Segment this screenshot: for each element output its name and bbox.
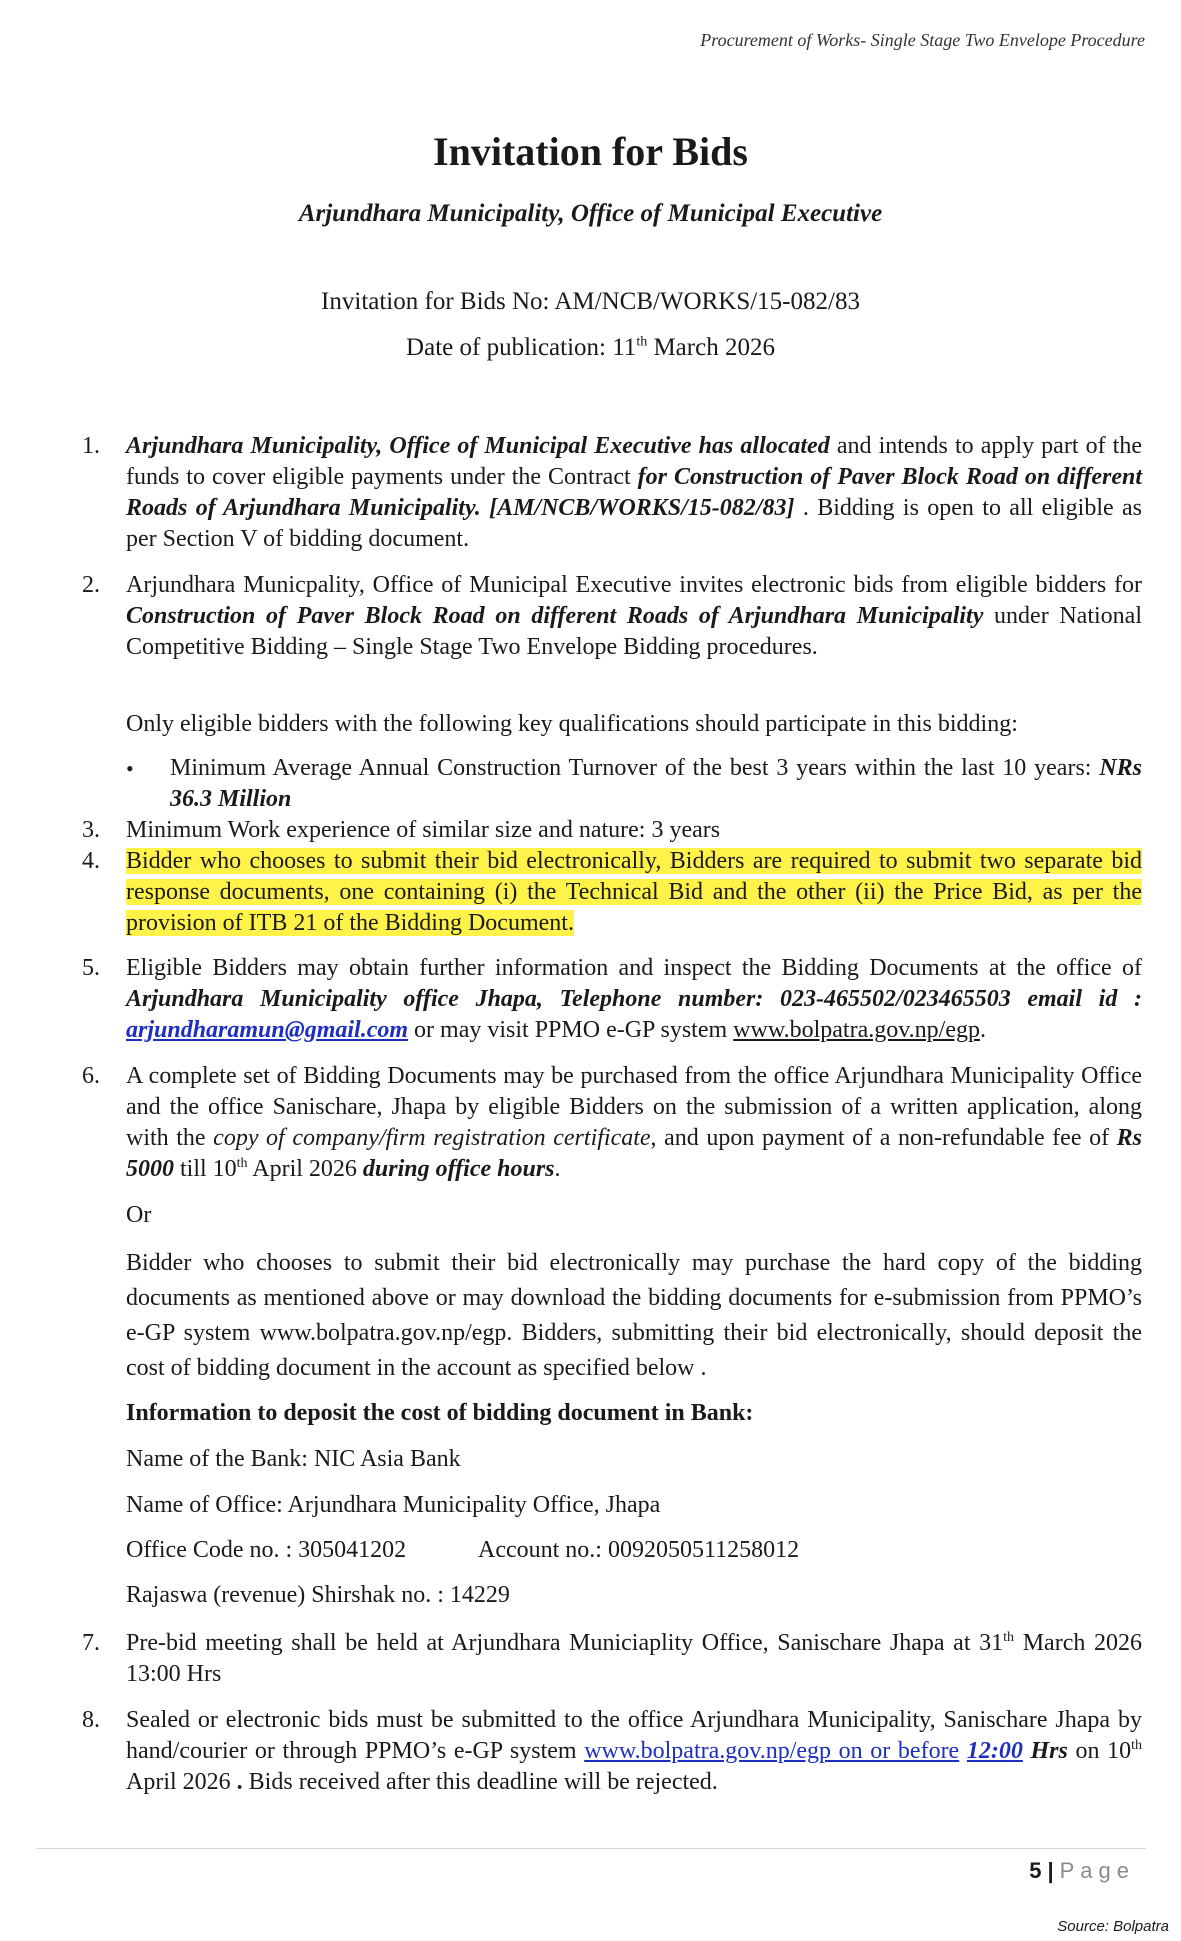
item-text: Pre-bid meeting shall be held at Arjundhara Municiaplity Office, Sanischare Jhapa at 31th March 2026 13:00 Hrs [126,1630,1143,1687]
qualification-intro: Only eligible bidders with the following key qualifications should participate in this bidding: [126,711,1018,737]
or-label: Or [126,1202,152,1228]
email-link[interactable]: arjundharamun@gmail.com [126,1017,409,1043]
qualification-bullet: Minimum Average Annual Construction Turnover of the best 3 years within the last 10 years: NRs 36.3 Million [170,755,1142,812]
page-subtitle: Arjundhara Municipality, Office of Municipal Executive [298,200,883,227]
bank-info-heading: Information to deposit the cost of bidding document in Bank: [126,1400,754,1426]
item-text-highlighted: Bidder who chooses to submit their bid electronically, Bidders are required to submit two separate bid response documents, one containing (i) the Technical Bid and the other (ii) the Price Bid, as per the provision of ITB 21 of the Bidding Document. [126,848,1142,936]
item-text: A complete set of Bidding Documents may be purchased from the office Arjundhara Municipality Office and the office Sanischare, Jhapa by eligible Bidders on the submission of a written application, along with the copy of company/firm registration certificate, and upon payment of a non-refundable fee of Rs 5000 till 10th April 2026 during office hours. [126,1063,1143,1182]
bolpatra-link[interactable]: www.bolpatra.gov.np/egp on or before [584,1738,960,1764]
item-number: 7. [82,1630,100,1656]
bullet-icon: • [126,756,134,781]
item-text: Sealed or electronic bids must be submitted to the office Arjundhara Municipality, Sanischare Jhapa by hand/courier or through PPMO’s e-GP system www.bolpatra.gov.np/egp on or before 12:00 Hrs on 10th April 2026 . Bids received after this deadline will be rejected. [126,1707,1142,1795]
rajaswa-number: Rajaswa (revenue) Shirshak no. : 14229 [126,1582,510,1608]
item-number: 8. [82,1707,100,1733]
header-note: Procurement of Works- Single Stage Two Envelope Procedure [700,30,1145,50]
item-number: 3. [82,817,100,843]
electronic-submission-paragraph: Bidder who chooses to submit their bid electronically may purchase the hard copy of the bidding documents as mentioned above or may download the bidding documents for e-submission from PPMO’s e-GP system www.bolpatra.gov.np/egp. Bidders, submitting their bid electronically, should deposit the cost of bidding document in the account as specified below . [126,1250,1142,1381]
item-text: Eligible Bidders may obtain further information and inspect the Bidding Documents at the office of Arjundhara Municipality office Jhapa, Telephone number: 023-465502/023465503 email id : arjundharamun@gmail.com or may visit PPMO e-GP system www.bolpatra.gov.np/egp. [126,955,1142,1043]
page-title: Invitation for Bids [433,129,748,174]
publication-date: Date of publication: 11th March 2026 [406,334,775,361]
item-number: 4. [82,848,100,874]
office-name: Name of Office: Arjundhara Municipality Office, Jhapa [126,1492,661,1518]
item-number: 1. [82,433,100,459]
item-number: 5. [82,955,100,981]
page-number: 5 | Page [1029,1858,1135,1883]
item-text: Minimum Work experience of similar size and nature: 3 years [126,817,721,843]
bank-name: Name of the Bank: NIC Asia Bank [126,1446,461,1472]
item-text: Arjundhara Municpality, Office of Municipal Executive invites electronic bids from eligible bidders for Construction of Paver Block Road on different Roads of Arjundhara Municipality under National Competitive Bidding – Single Stage Two Envelope Bidding procedures. [126,572,1142,660]
item-text: Arjundhara Municipality, Office of Municipal Executive has allocated and intends to apply part of the funds to cover eligible payments under the Contract for Construction of Paver Block Road on different Roads of Arjundhara Municipality. [AM/NCB/WORKS/15-082/83] . Bidding is open to all eligible as per Section V of bidding document. [126,433,1143,552]
deadline-time-link[interactable]: 12:00 [966,1738,1023,1764]
egp-link[interactable]: www.bolpatra.gov.np/egp [733,1017,981,1043]
account-number: Account no.: 0092050511258012 [478,1537,800,1563]
source-note: Source: Bolpatra [1057,1918,1169,1935]
footer-divider [36,1848,1146,1849]
item-number: 6. [82,1063,100,1089]
ifb-number: Invitation for Bids No: AM/NCB/WORKS/15-082/83 [321,288,860,315]
office-code: Office Code no. : 305041202 [126,1537,407,1563]
item-number: 2. [82,572,100,598]
